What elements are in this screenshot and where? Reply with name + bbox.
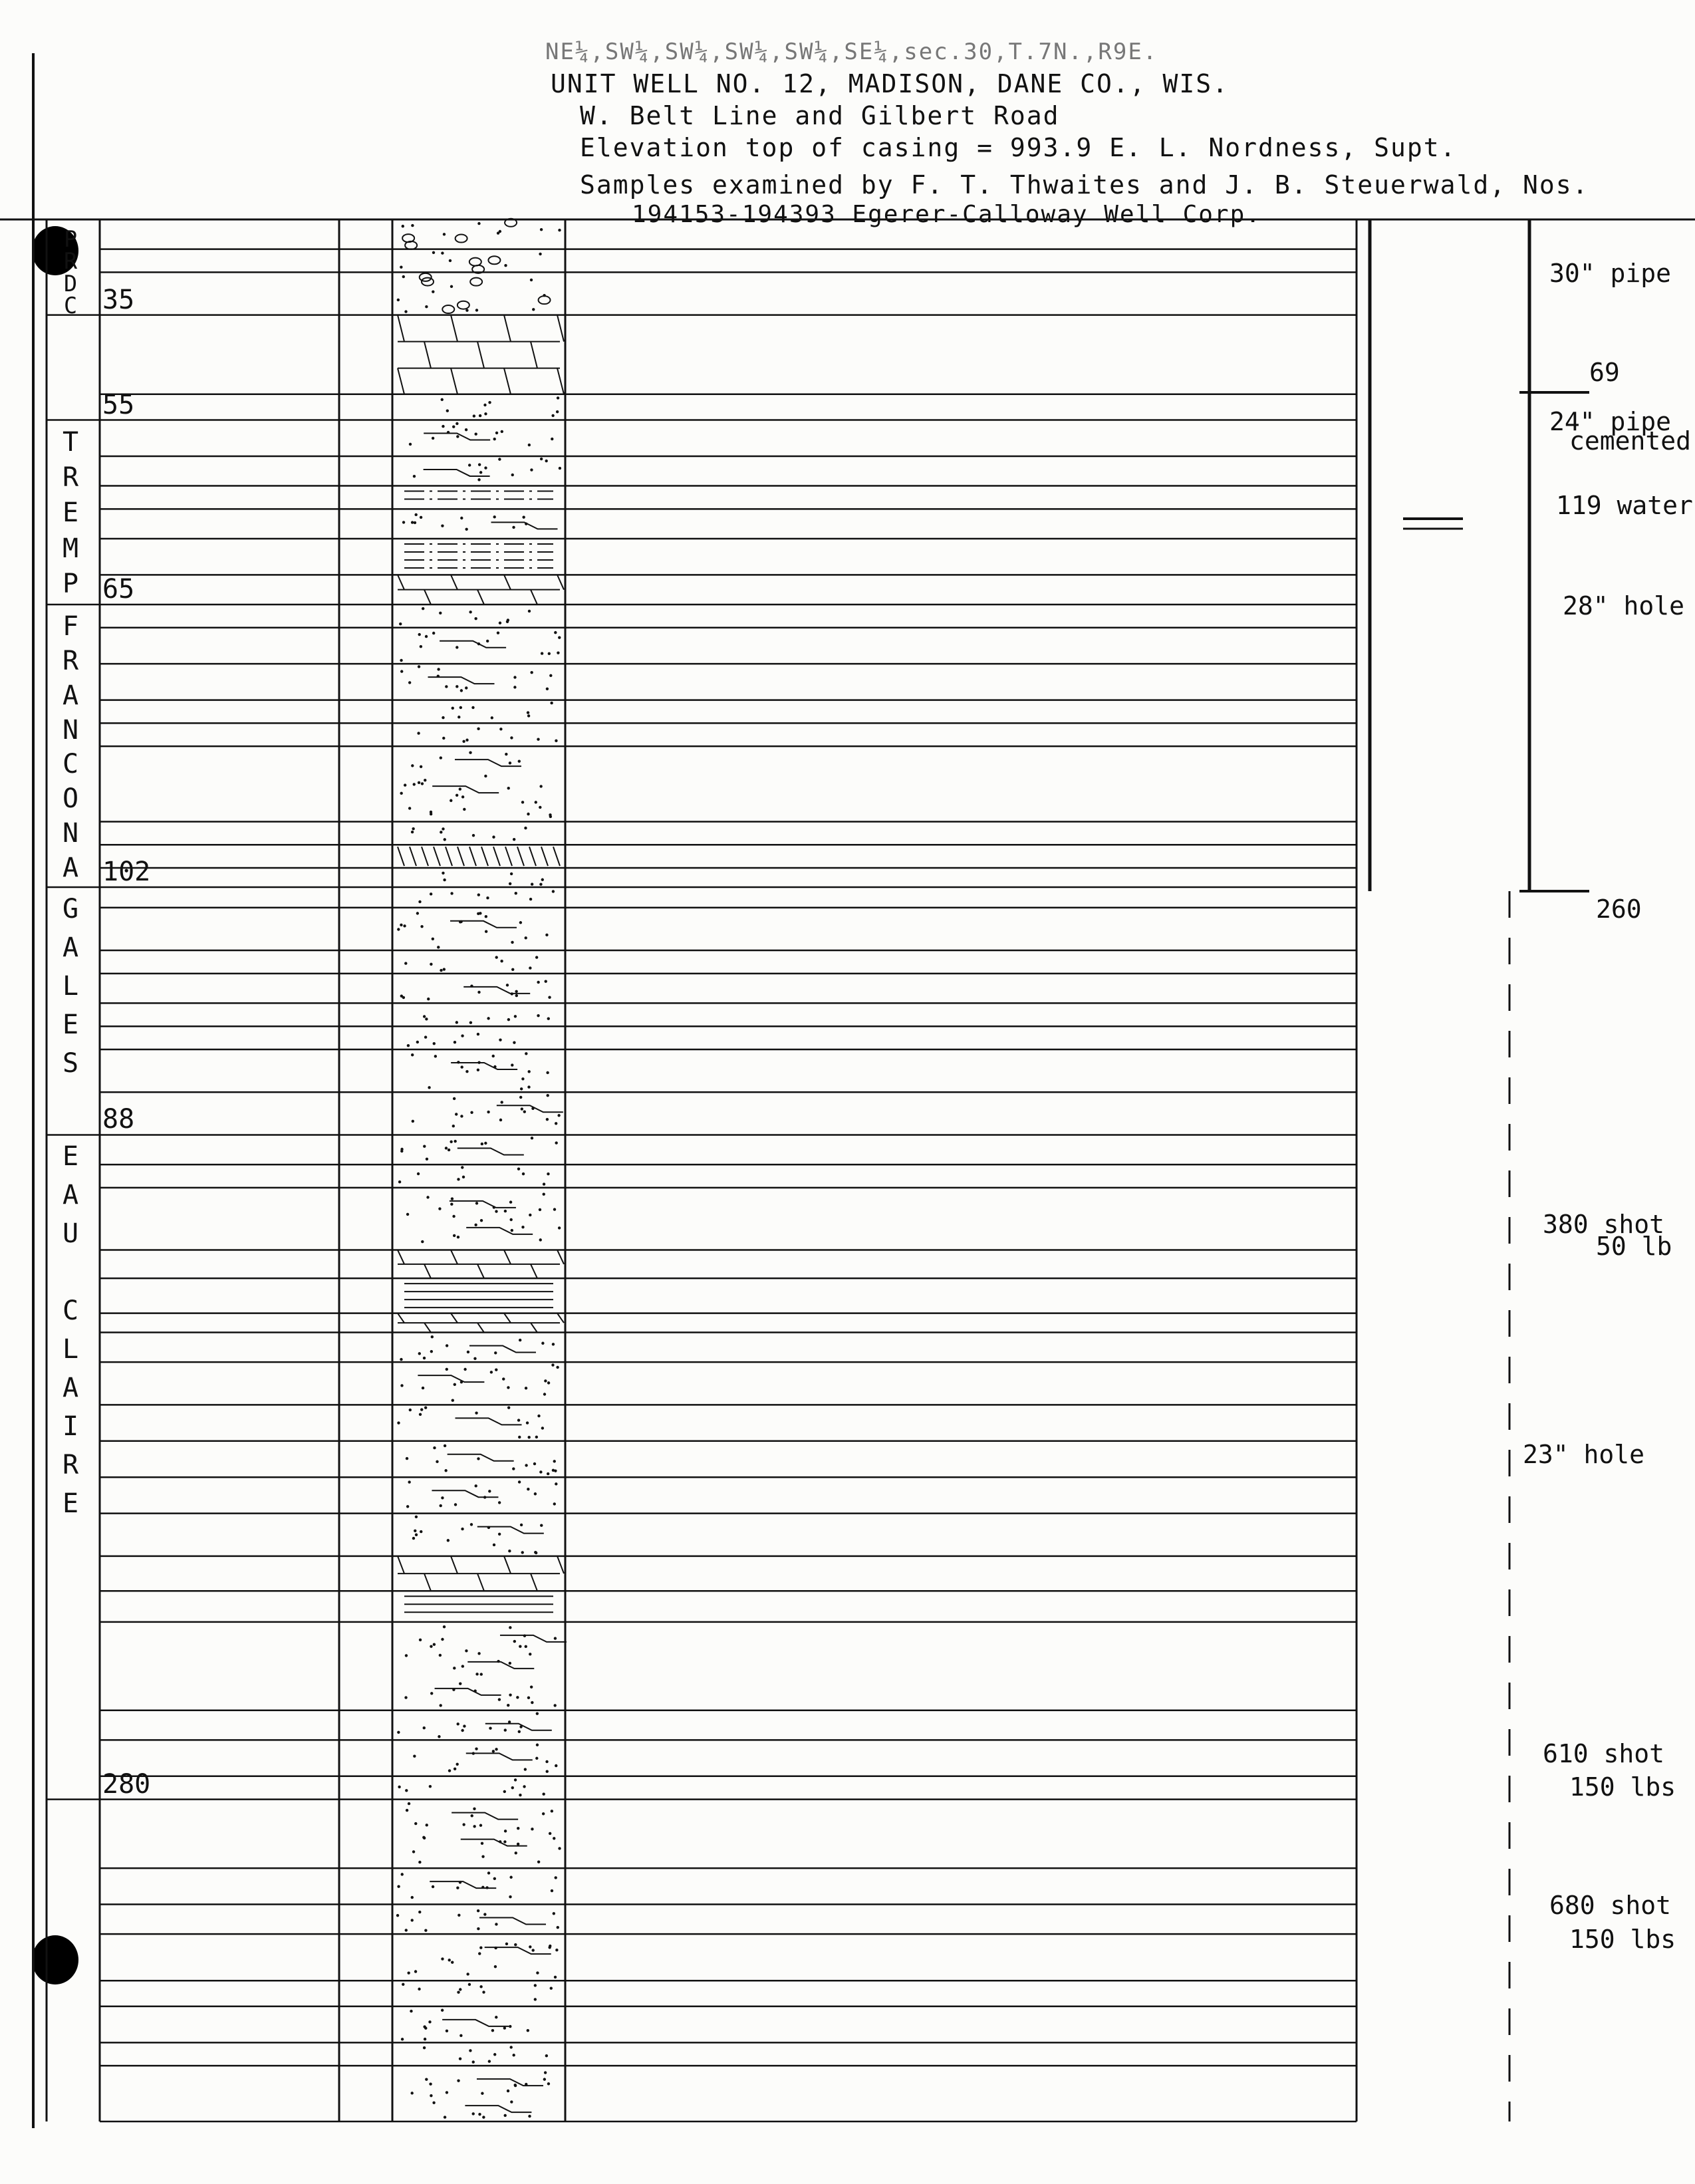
formation-letter: A <box>62 932 79 963</box>
lithology-sandstone <box>404 1625 567 1707</box>
lithology-sandstone <box>409 422 554 446</box>
formation-letter: M <box>62 533 79 564</box>
casing-note: 119 water <box>1556 491 1693 521</box>
formation-thickness: 65 <box>102 573 135 605</box>
lithology-siltstone <box>404 491 553 499</box>
formation-letter: A <box>62 1180 79 1211</box>
lithology-dolomite <box>398 315 564 394</box>
casing-note: 380 shot <box>1543 1210 1665 1240</box>
formation-letter: F <box>62 611 79 642</box>
lithology-sandstone <box>411 827 527 841</box>
lithology-sandstone <box>406 1444 557 1475</box>
casing-note: cemented <box>1569 426 1692 456</box>
lithology-sandstone <box>412 1516 544 1555</box>
formation-letter: A <box>62 1373 79 1404</box>
lithology-sandstone <box>442 702 553 720</box>
well-title: UNIT WELL NO. 12, MADISON, DANE CO., WIS. <box>551 69 1229 98</box>
formation-letter: N <box>62 818 79 849</box>
formation-letter: S <box>62 1047 79 1079</box>
lithology-sandstone <box>400 1335 555 1361</box>
lithology-sandstone <box>398 1778 545 1796</box>
lithology-sandstone <box>400 1363 559 1402</box>
formation-letter: U <box>62 1218 79 1250</box>
casing-note: 28" hole <box>1563 591 1685 620</box>
elevation-line: Elevation top of casing = 993.9 E. L. Nordness, Supt. <box>580 133 1457 162</box>
lithology-dolomite <box>398 575 564 605</box>
lithology-sandstone <box>397 912 549 948</box>
casing-note: 50 lb <box>1596 1231 1672 1261</box>
lithology-sandstone <box>410 2071 550 2118</box>
lithology-sandstone <box>406 1192 561 1243</box>
lithology-shale <box>404 1596 553 1612</box>
formation-letter: C <box>62 1296 79 1327</box>
casing-note: 680 shot <box>1549 1891 1672 1921</box>
lithology-sandstone <box>412 1094 563 1127</box>
formation-thickness: 102 <box>102 856 151 887</box>
formation-letter: A <box>62 853 79 884</box>
formation-letter: E <box>62 1488 79 1520</box>
lithology-sandstone <box>400 751 552 819</box>
formation-letter: N <box>62 714 79 746</box>
formation-letter: T <box>62 426 79 458</box>
formation-letter: P <box>63 226 78 252</box>
lithology-sandstone <box>398 1166 550 1185</box>
lithology-siltstone <box>404 544 553 568</box>
formation-letter: L <box>62 1334 79 1365</box>
formation-thickness: 35 <box>102 284 135 315</box>
lithology-sandstone <box>423 1014 550 1024</box>
formation-letter: C <box>62 749 79 780</box>
lithology-sandstone <box>400 980 551 1000</box>
lithology-sandstone <box>441 396 560 418</box>
formation-letter: R <box>63 248 78 275</box>
formation-thickness: 88 <box>102 1104 135 1135</box>
lithology-none <box>398 847 560 866</box>
lithology-sandstone <box>417 728 557 743</box>
casing-note: 24" pipe <box>1549 406 1672 436</box>
lithology-sandstone <box>413 1744 557 1773</box>
casing-note: 23" hole <box>1523 1439 1645 1469</box>
lithology-sandstone <box>442 872 544 886</box>
lithology-sandstone <box>423 2046 548 2064</box>
formation-letter: D <box>63 270 78 297</box>
formation-letter: G <box>62 893 79 924</box>
formation-letter: A <box>62 680 79 711</box>
formation-letter: R <box>62 462 79 493</box>
lithology-sandstone <box>400 1137 558 1160</box>
lithology-sandstone <box>397 1712 552 1738</box>
formation-letter: O <box>62 783 79 815</box>
lithology-till <box>402 219 561 249</box>
casing-note: 150 lbs <box>1569 1772 1676 1802</box>
lithology-sandstone <box>397 1406 544 1438</box>
formation-letter: R <box>62 1450 79 1481</box>
formation-letter: C <box>63 293 78 319</box>
lithology-dolomite <box>398 1556 564 1591</box>
casing-note: 610 shot <box>1543 1738 1665 1768</box>
casing-note: 30" pipe <box>1549 259 1672 289</box>
lithology-sandstone <box>404 956 538 972</box>
lithology-shale <box>404 1284 553 1307</box>
lithology-sandstone <box>397 1871 557 1899</box>
lithology-sandstone <box>407 1033 516 1047</box>
lithology-sandstone <box>399 607 531 625</box>
lithology-sandstone <box>418 890 555 903</box>
lithology-sandstone <box>396 1909 559 1932</box>
lithology-sandstone <box>411 1052 549 1090</box>
examined-line: Samples examined by F. T. Thwaites and J. B. Steuerwald, Nos. <box>580 170 1589 200</box>
lithology-dolomite <box>398 1313 564 1333</box>
formation-letter: I <box>62 1411 79 1442</box>
casing-note: 150 lbs <box>1569 1925 1676 1955</box>
lithology-sandstone <box>402 513 558 531</box>
formation-letter: E <box>62 1009 79 1040</box>
lithology-sandstone <box>401 2009 529 2041</box>
lithology-dolomite <box>398 1250 564 1279</box>
lithology-sandstone <box>402 1983 553 2001</box>
lithology-till <box>397 273 551 313</box>
formation-letter: R <box>62 645 79 676</box>
lithology-sandstone <box>400 665 553 692</box>
formation-letter: L <box>62 970 79 1002</box>
location-line: NE¼,SW¼,SW¼,SW¼,SW¼,SE¼,sec.30,T.7N.,R9E. <box>545 39 1158 65</box>
casing-note: 69 <box>1589 358 1620 388</box>
formation-thickness: 280 <box>102 1768 151 1800</box>
casing-note: 260 <box>1596 894 1642 924</box>
lithology-till <box>400 251 542 273</box>
lithology-sandstone <box>406 1802 561 1863</box>
formation-letter: E <box>62 1141 79 1172</box>
formation-letter: E <box>62 497 79 529</box>
lithology-sandstone <box>406 1480 558 1508</box>
lithology-sandstone <box>407 1943 558 1979</box>
sample-numbers-line: 194153-194393 Egerer-Calloway Well Corp. <box>632 201 1261 228</box>
formation-letter: P <box>62 569 79 600</box>
road-line: W. Belt Line and Gilbert Road <box>580 101 1060 130</box>
lithology-sandstone <box>400 631 561 662</box>
lithology-sandstone <box>413 458 561 481</box>
formation-thickness: 55 <box>102 389 135 420</box>
